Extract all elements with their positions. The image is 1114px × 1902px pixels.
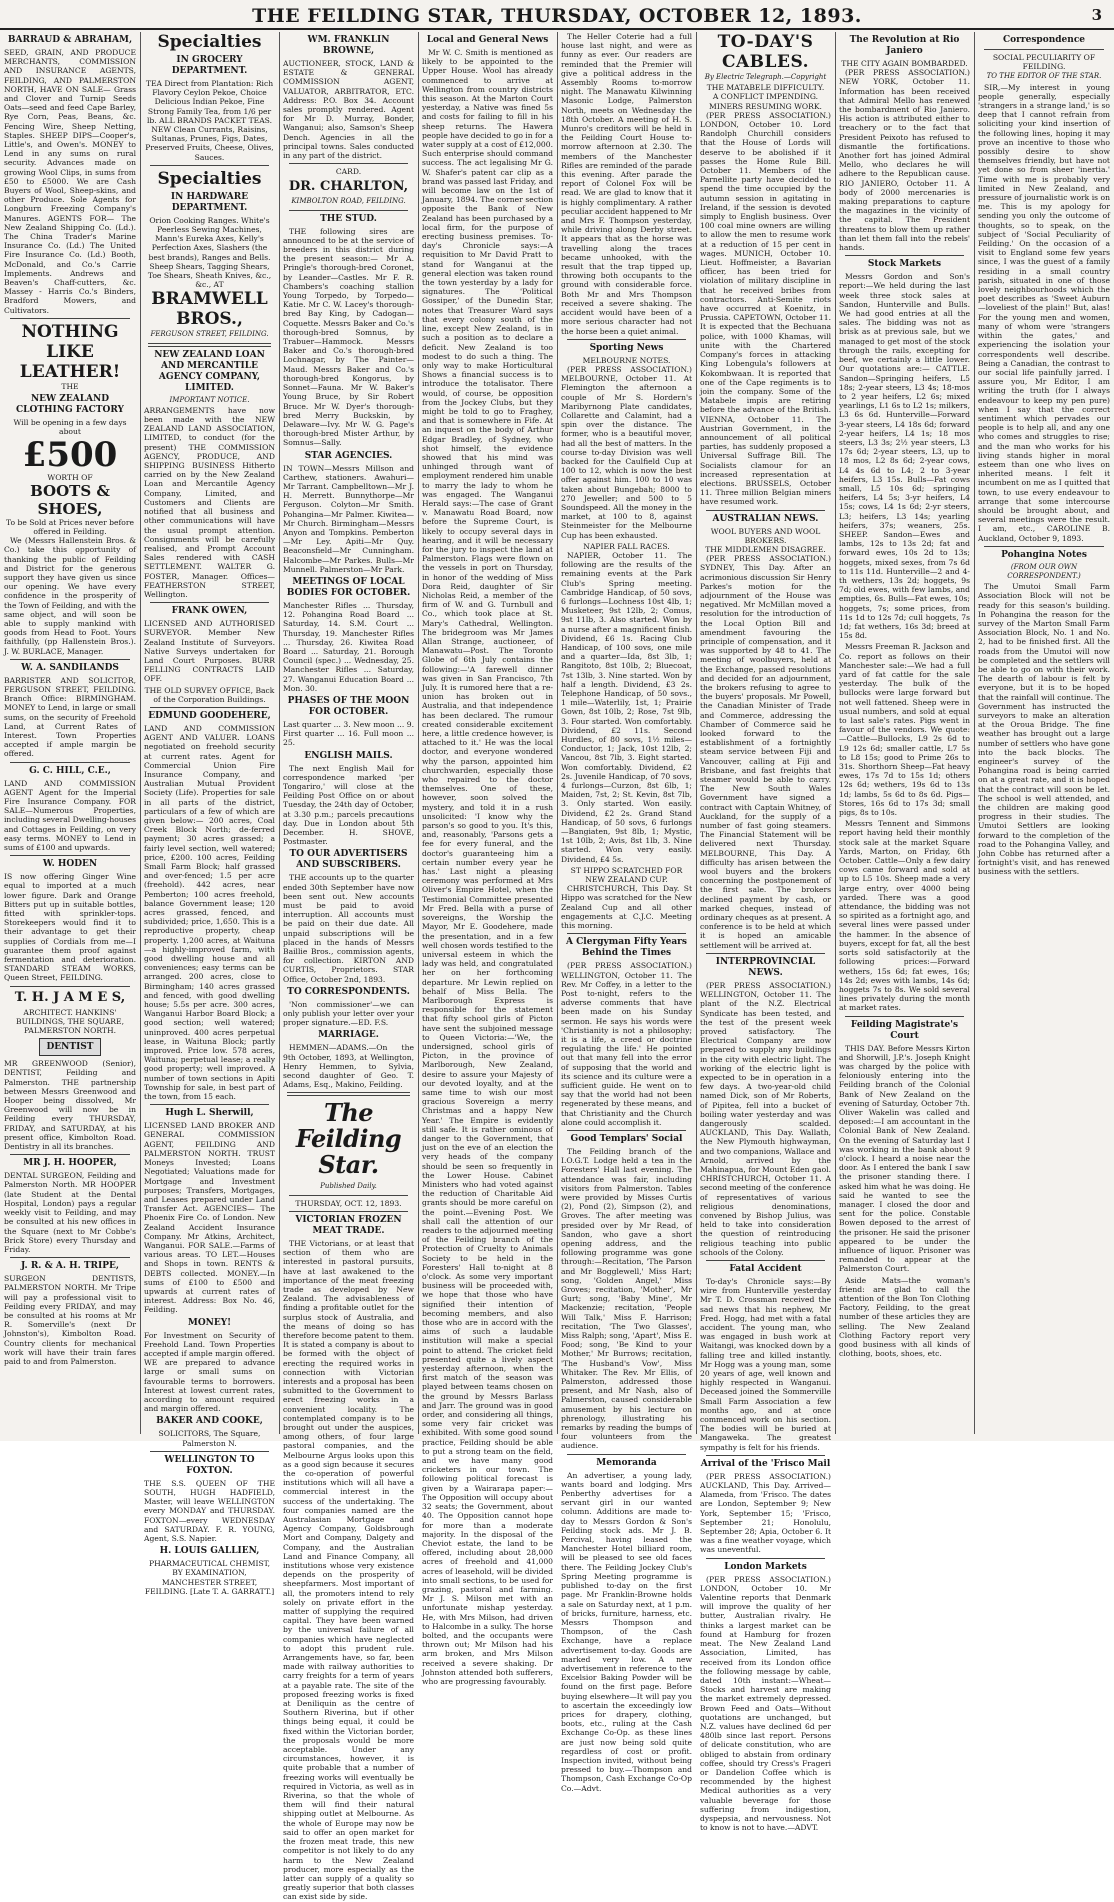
dentist-sign-icon bbox=[39, 1038, 101, 1056]
divider bbox=[706, 1260, 825, 1261]
ad-text: AUCTIONEER, STOCK, LAND & ESTATE & GENERAL COMMISSION AGENT, VALUATOR, ARBITRATOR, ETC. Address: P.O. Box 34. Account sales promptly rendered. Agent for Mr D. Murray, Bonder, Wanganui; also, Samson's Sheep Dench. Agencies in all the principal towns. Sales conducted in any part of the district. bbox=[283, 59, 414, 161]
ad-heading: BARRAUD & ABRAHAM, bbox=[7, 35, 133, 45]
ad-text: WORTH OF bbox=[47, 472, 93, 482]
ad-text: We (Messrs Hallenstein Bros. & Co.) take this opportunity of thanking the public of Feilding and District for the generous support they have given us since our opening. We have every confidence in the prosperity of the Town of Feilding, and with the same object, and will soon be able to supply mankind with goods from Head to Foot. Yours faithfully, (pp Hallenstein Bros.). J. W. BURLACE, Manager. bbox=[4, 536, 136, 656]
ad-text: LAND AND COMMISSION AGENT AND VALUER. LOANS negotiated on freehold security at current rates. Agent for Commercial Union Fire Insurance Company, and Australian Mutual Provident Society (Life). Properties for sale in all parts of the district, particulars of a few of which are given below:— 200 acres, Coal Creek Block North; de-ferred payment; 30 acres grassed; a fairly level section, well watered; price, £200. 100 acres, Feilding Small Farm Block; half grassed and over-fenced; 1.5 per acre (freehold). 442 acres, near Pemberton; 100 acres freehold, balance Government lease; 120 acres grassed, fenced, and subdivided; price, 1,650. This is a reproductive property, cheap property. 1,200 acres, at Waituna—a highly-improved farm, with good dwelling house and all conveniences; easy terms can be arranged. 200 acres, close to Birmingham; 140 acres grassed and fenced, with good dwelling house; 5.5s per acre. 300 acres, Wanganui Harbor Board Block; a good section; well watered; uninproved. 400 acres perpetual lease, in Waituna Block; partly improved. Price low. 578 acres, Waituna; perpetual lease; a really good property; well improved. A number of town sections in Apiti Township for sale, in best part of the town, from 15 each. bbox=[144, 723, 275, 1102]
section-heading: Pohangina Notes bbox=[1001, 549, 1087, 560]
ad-text: THE bbox=[61, 381, 79, 391]
ad-heading: NEW ZEALAND CLOTHING FACTORY bbox=[16, 394, 124, 416]
subheading: TO THE EDITOR OF THE STAR. bbox=[986, 72, 1102, 81]
ad-text: Will be opening in a few days about bbox=[13, 418, 127, 437]
subheading: NAPIER FALL RACES. bbox=[583, 541, 670, 551]
ad-text: SURGEON DENTISTS, PALMERSTON NORTH. Mr Tripe will pay a professional visit to Feilding every FRIDAY, and may be consulted at his rooms at Mr R. Somerville's (next Dr Johnston's), Kimbolton Road. Country clients for mechanical work will have their train fares paid to and from Palmerston. bbox=[4, 1274, 136, 1366]
leader-heading: VICTORIAN FROZEN MEAT TRADE. bbox=[295, 1214, 402, 1236]
ad-heading: T. H. J A M E S, bbox=[14, 989, 126, 1005]
column-2 bbox=[144, 32, 275, 1596]
section-heading: A Clergyman Fifty Years Behind the Times bbox=[566, 937, 687, 959]
section-heading: Memoranda bbox=[596, 1457, 657, 1468]
column-rule bbox=[140, 32, 141, 1434]
ad-heading: NEW ZEALAND LOAN AND MERCANTILE AGENCY COMPANY, LIMITED. bbox=[154, 349, 265, 393]
divider bbox=[10, 762, 130, 763]
article-text: Aside Mats—the woman's friend: are glad to call the attention of the Bon Ton Clothing Factory, Feilding, to the great number of these articles they are selling. The New Zealand Clothing Factory report very good business with all kinds of clothing, boots, shoes, etc. bbox=[839, 1275, 970, 1359]
subheading: By Electric Telegraph.—Copyright bbox=[704, 73, 827, 81]
divider bbox=[845, 1016, 964, 1017]
column-rule bbox=[557, 32, 558, 1434]
ad-text: THE OLD SURVEY OFFICE, Back of the Corporation Buildings. bbox=[144, 685, 275, 704]
divider bbox=[10, 986, 130, 987]
column-rule bbox=[279, 32, 280, 1434]
ad-heading: IN GROCERY DEPARTMENT. bbox=[171, 55, 248, 76]
column-4 bbox=[422, 32, 553, 1686]
ad-text: Orion Cooking Ranges. White's Peerless Sewing Machines, Mann's Eureka Axes, Kelly's Perfection Axes, Slashers (the best brands), Ranges and Bells. Sheep Shears, Tagging Shears, Toe Shears, Sheath Knives, &c., &c., AT bbox=[147, 215, 272, 290]
ad-heading: Hugh L. Sherwill, bbox=[165, 1108, 254, 1119]
ad-text: THE S.S. QUEEN OF THE SOUTH, HUGH HADFIELD, Master, will leave WELLINGTON every MONDAY and THURSDAY. FOXTON—every WEDNESDAY and SATURDAY. F. R. YOUNG, Agent, S.S. Napier. bbox=[144, 1478, 275, 1543]
section-heading: Feilding Magistrate's Court bbox=[850, 1019, 959, 1041]
ad-text: CARD. bbox=[335, 167, 362, 177]
section-heading: Correspondence bbox=[1002, 35, 1086, 45]
ad-heading: Specialties bbox=[157, 32, 262, 52]
ad-heading: BOOTS & SHOES, bbox=[30, 481, 110, 518]
divider bbox=[289, 210, 408, 211]
section-heading: Local and General News bbox=[426, 35, 549, 45]
divider bbox=[706, 953, 825, 954]
article-text: (PER PRESS ASSOCIATION.) WELLINGTON, October 11. The plant of the N.Z. Electrical Syndicate has been tested, and the test of the present week proved satisfactory. The Electrical Company are now prepared to supply any buildings in the city with electric light. The working of the electric light is expected to be in operation in a few days. A two-year-old child named Dick, son of Mr Roberts, of Pipitea, fell into a bucket of boiling water yesterday and was dangerously scalded. AUCKLAND, This Day. Wallath, the New Plymouth highwayman, and two companions, Wallace and Arnold, arrived by the Mahinapua, for Mount Eden gaol. CHRISTCHURCH, October 11. A second meeting of the conference of representatives of various religious denominations, convened by Bishop Julius, was held to take into consideration the question of reintroducing religious teaching into public schools of the Colony. bbox=[700, 980, 831, 1257]
article-text: Messrs Tennent and Simmons report having held their monthly stock sale at the market Square Yards, Marton, on Friday, 6th October. Cattle—Only a few dairy cows came forward and sold at up to L5 10s. Sheep made a very large entry, over 4000 being yarded. There was a good attendance, the bidding was not so spirited as a fortnight ago, and several lines were passed under the hammer. In the absence of buyers, except for fat, all the best sorts sold satisfactorily at the following prices:—Forward wethers, 15s 6d; fat ewes, 16s; 14s 2d; ewes with lambs, 14s 6d; hoggets 7s to 8s. We sold several lines privately during the month at market rates. bbox=[839, 819, 970, 1013]
article-text: The Heller Coterie had a full house last night, and were as funny as ever. Our readers are reminded that the Premier will give a political address in the Assembly Rooms to-morrow night. The Manawatu Kilwinning Masonic Lodge, Palmerston North, meets on Wednesday the 18th October. A meeting of H. S. Munro's creditors will be held in the Feilding Court House to-morrow afternoon at 2.30. The members of the Manchester Rifles are reminded of the parade this evening. After parade the report of Colonel Fox will be read. We are glad to know that it is highly complimentary. A rather peculiar accident happened to Mr and Mrs F. Thompson yesterday, while driving along Derby street. It appears that as the horse was travelling along the traces became unhooked, with the result that the trap tipped up, throwing both occupants to the ground with considerable force. Both Mr and Mrs Thompson received a severe shaking. The accident would have been of a more serious character had not the horse been a quiet animal. bbox=[561, 32, 692, 336]
divider bbox=[567, 339, 686, 340]
article-text: (PER PRESS ASSOCIATION.) MELBOURNE, October 11. At Flemington the afternoon a couple of Mr S. Hordern's Maribyrnong Plate candidates, Collarette and Calamint, had a spin over the distance. The former, who is a beautiful mover, had all the best of matters. In the course to-day Division was well backed for the Caulfield Cup at 100 to 12, which is now the best offer against him. 100 to 10 was taken about Bungebah; 8000 to 270 Jeweller; and 500 to 5 Soundspeed. All the money in the market, at 100 to 8, against Steinmeister for the Melbourne Cup has been exhausted. bbox=[561, 364, 692, 540]
section-heading: Fatal Accident bbox=[729, 1263, 802, 1274]
ad-text: MR GREENWOOD (Senior), DENTIST, Feilding and Palmerston. THE partnership between Messrs Greenwood and Hooper being dissolved, Mr Greenwood will now be in Feilding every THURSDAY, FRIDAY, and SATURDAY, at his present office, Kimbolton Road. Dentistry in all its branches. bbox=[4, 1059, 136, 1152]
column-rule bbox=[835, 32, 836, 1434]
divider bbox=[10, 1154, 130, 1155]
subheading: ST HIPPO SCRATCHED FOR NEW ZEALAND CUP. bbox=[570, 865, 683, 885]
divider bbox=[10, 1257, 130, 1258]
notice-text: HEMMEN—ADAMS.—On the 9th October, 1893, at Wellington, Henry Hemmen, to Sylvia, second daughter of Geo. T. Adams, Esq., Makino, Feilding. bbox=[283, 1043, 414, 1090]
ad-text: ARCHITECT. HANKINS' BUILDINGS, THE SQUARE, PALMERSTON NORTH. bbox=[16, 1007, 124, 1036]
subheading: THE MIDDLEMEN DISAGREE. bbox=[705, 544, 826, 554]
divider bbox=[706, 1455, 825, 1456]
ad-heading: MONEY! bbox=[187, 1317, 232, 1328]
published-line: Published Daily. bbox=[320, 1182, 377, 1191]
divider bbox=[706, 1558, 825, 1559]
ad-heading: IN HARDWARE DEPARTMENT. bbox=[170, 191, 249, 213]
divider bbox=[150, 1104, 269, 1105]
ad-heading: BAKER AND COOKE, bbox=[156, 1416, 263, 1427]
subheading: (FROM OUR OWN CORRESPONDENT.) bbox=[1007, 562, 1081, 580]
section-heading: Arrival of the 'Frisco Mail bbox=[700, 1458, 831, 1469]
divider bbox=[567, 1130, 686, 1131]
ad-price: £500 bbox=[22, 434, 118, 475]
ad-text: ARRANGEMENTS have now been made with the NEW ZEALAND LAND ASSOCIATION, LIMITED, to conduct (for the present) THE COMMISSION AGENCY, PRODUCE, AND SHIPPING BUSINESS Hitherto carried on by the New Zealand Loan and Mercantile Agency Company, Limited, and Customers and Clients are notified that all business and other communications will have the usual prompt attention. Consignments will be carefully realised, and Prompt Account Sales rendered with CASH SETTLEMENT. WALTER G. FOSTER, Manager. Offices— FEATHERSTON STREET, Wellington. bbox=[144, 405, 275, 599]
dentist-sign-label: DENTIST bbox=[46, 1042, 94, 1053]
column-5 bbox=[561, 32, 692, 1793]
section-heading: MEETINGS OF LOCAL BODIES FOR OCTOBER. bbox=[286, 576, 411, 598]
dateline: THURSDAY, OCT. 12, 1893. bbox=[295, 1198, 402, 1208]
article-text: Mr W. C. Smith is mentioned as likely to be appointed to the Upper House. Wool has already commenced to arrive at Wellington from country districts this season. At the Marton Court yesterday, a Native was fined 5s and costs for failing to fill in his sheep returns. The Hawera people have decided to go in for a water supply at a cost of £12,000. Such enterprise should command success. The act legalising Mr G. W. Shafer's patent car clip as a brand was passed last Friday, and will become law on the 1st of January, 1894. The corner section opposite the Bank of New Zealand has been purchased by a local firm, for the purpose of erecting business premises. To-day's Chronicle says:—A requisition to Mr David Pratt to stand for Wanganui at the general election was taken round the town yesterday by a lady for signatures. The 'Political Gossiper,' of the Dunedin Star, notes that Treasurer Ward says that every colony south of the line, except New Zealand, is in such a position as to declare a deficit. New Zealand is too modest to do such a thing. The only way to make Horticultural Shows a financial success is to introduce the totalisator. There would, of course, be opposition from the Jockey Clubs, but they might be told to go to Fraghey, and that is somewhere in Fife. At an inquest on the body of Arthur Edgar Bradley, of Sydney, who shot himself, the evidence showed that his mind was unhinged through want of employment rendered him unable to marry the lady to whom he was engaged. The Wanganui Herald says:—The case of Grant v. Manawatu Road Board, now before the Supreme Court, is likely to occupy several days in hearing, and it will be necessary for the jury to inspect the land at Palmerston. Flags were flown on the vessels in port on Thursday, in honor of the wedding of Miss Dora Reid, daughter of Sir Nicholas Reid, a member of the firm of W. and G. Turnbull and Co., which took place at St. Mary's Cathedral, Wellington. The bridegroom was Mr James Allan Strange, auctioneer, of Manawatu—Post. The Toronto Globe of 6th July contains the following:—'A farewell dinner was given in San Francisco, 7th July. It is rumored here that a re-union has broken out in Australia, and that independence has been declared. The rumour created considerable excitement here, a little credence however, is attached to it.' He was the local doctor, and everyone wondered why the parson, appointed him churchwarden, especially those who repaired to the doctor themselves. One of these, however, soon solved the mystery, and told it in a rush unsolicited: 'I know why the parson's so good to you. It's this, and, reasonably, 'Parsons gets a fee for every funeral, and the doctor's guaranteeing him a certain number every year he has.' Last night a pleasing ceremony was performed at Mrs Oliver's Empire Hotel, when the Testimonial Committee presented Mr Fred. Bella with a purse of sovereigns, the Worship the Mayor, Mr E. Goodehere, made the presentation, and in a few well chosen words testified to the universal esteem in which the lady was held, and congratulated her on her forthcoming departure. Mr Lewin replied on behalf of Miss Bella. The Marlborough Express is responsible for the statement that fifty school girls of Picton have sent the subjoined message to Queen Victoria:—'We, the undersigned, school girls of Picton, in the province of Marlborough, New Zealand, desire to assure your Majesty of our devoted loyalty, and at the same time to wish our most gracious Sovereign a merry Christmas and a happy New Year.' The Empire is evidently still safe. It is rather ominous of danger to the Government, that just on the eve of an election the very heads of the company should be seen so frequently in the Lower House. Cabinet Ministers who had voted against the reduction of Charitable Aid grants should be more careful on the point.—Evening Post. We shall call the attention of our readers to the adjourned meeting of the Feilding branch of the Protection of Cruelty to Animals Society to be held in the Foresters' Hall to-night at 8 o'clock. As some very important business will be proceeded with, we hope that those who have signified their intention of becoming members, and also those who are in accord with the aims of such a laudable institution will make a special point to attend. The cricket field presented quite a lively aspect yesterday afternoon, when the first match of the season was played between teams chosen on the ground by Messrs Barlass and Jarr. The ground was in good order, and considering all things, some very fair cricket was exhibited. With some good sound practice, Feilding should be able to put a strong team on the field, and we have many good cricketers in our town. The following political forecast is given by a Wairarapa paper:—The Opposition will occupy about 32 seats; the Government, about 40. The Opposition cannot hope for more than a moderate majority. In the disposal of the Cheviot estate, the land to be offered, including about 28,000 acres of freehold and 41,000 acres of leasehold, will be divided into small sections, to be used for grazing, pastoral and farming. Mr J. S. Milson met with an unfortunate mishap yesterday. He, with Mrs Milson, had driven to Halcombe in a sulky. The horse bolted, and the occupants were thrown out; Mr Milson had his arm broken, and Mrs Milson received a severe shaking. Dr Johnston attended both sufferers, who are progressing favourably. bbox=[422, 48, 553, 1686]
notice-text: THE accounts up to the quarter ended 30th September have now been sent out. New accounts must be paid to avoid interruption. All accounts must be paid on their due date. All unpaid subscriptions will be placed in the hands of Messrs Baillie Bros., commission agents, for collection. KIRTON AND CURTIS, Proprietors. STAR Office, October 2nd, 1893. bbox=[283, 873, 414, 984]
ad-heading: Specialties bbox=[157, 168, 262, 189]
article-text: (PER PRESS ASSOCIATION.) NEW YORK, October 11. Information has been received that Admiral Mello has renewed the bombardment of Rio Janiero. His action is attributed either to treachery or to the fact that President Peixoto has refused to dismantle the fortifications. Another fort has joined Admiral Mello, who declares he will adhere to the Republican cause. RIO JANIERO, October 11. A body of 2000 mercenaries is making preparations to capture the magazines in the vicinity of the capital. The President threatens to blow them up rather than let them fall into the rebels' hands. bbox=[839, 68, 970, 253]
column-8 bbox=[978, 32, 1110, 1434]
subheading: MINERS RESUMING WORK. bbox=[709, 101, 822, 111]
section-heading: Stock Markets bbox=[867, 259, 942, 270]
divider bbox=[10, 318, 130, 319]
article-text: CHRISTCHURCH, This Day. St Hippo was scratched for the New Zealand Cup and all other engagements at C.J.C. Meeting this morning. bbox=[561, 884, 692, 931]
article-text: The Umutoi Small Farm Association Block will not be ready for this season's building. In Pohangina the reason for the survey of the Marton Small Farm Association Block, No. 1 and No. 2, had to be finished first. All the roads from the Umutoi will now be completed and the settlers will be able to go on with their work. The dearth of labour is felt by everyone, but it is to be hoped that the rainfall will continue. The Government has instructed the surveyors to make an alteration at the Oroua Bridge. The fine weather has brought out a large number of settlers who have gone into the back blocks. The engineer's survey of the Pohangina road is being carried on at a great rate, and it is hoped that the contract will soon be let. The school is well attended, and the children are making good progress in their studies. The Umutoi Settlers are looking forward to the completion of the road to the Pohangina Valley, and John Cobbe has returned after a fortnight's visit, and has renewed business with the settlers. bbox=[978, 582, 1110, 877]
section-heading: STAR AGENCIES. bbox=[304, 450, 393, 461]
subheading: MELBOURNE NOTES. bbox=[582, 355, 671, 365]
letter-text: SIR,—My interest in young people generally, especially 'strangers in a strange land,' is so deep that I cannot refrain from soliciting your kind insertion of the following lines, hoping it may prove an incentive to those who possibly desire to show themselves friendly, but have not yet done so from sheer 'inertia.' Time with me is probably very limited in New Zealand, and pressure of journalistic work is on me. This is my apology for sending you only the outcome of thoughts, so to speak, on the subject of 'Social Peculiarity of Feilding.' On the occasion of a visit to England some few years since, I was the guest of a family residing in a small country parish, situated in one of those lovely neighbourhoods which the poet describes as 'Sweet Auburn—loveliest of the plain!' But, alas! For the young men and women, many of whom were 'strangers within the gates,' and experiencing the isolation your correspondents well describe. Being a Canadian, the contrast to our social life painfully jarred. I assure you, Mr Editor, I am writing the truth (for I always endeavour to keep my pen pure) when I say that the correct sentiment which pervades our people is to help all, and any one who comes and struggles to rise; and the man who works for his living stands higher in moral esteem than one who lives on inherited means. I felt it incumbent on me as I quitted that town, to use every endeavour to arrange that some intercourse should be brought about, and several meetings were the result. I am, etc., CAROLINE B. Auckland, October 9, 1893. bbox=[978, 82, 1110, 543]
ad-heading: G. C. HILL, C.E., bbox=[29, 765, 111, 776]
ad-heading: LIKE bbox=[46, 341, 94, 362]
ad-text: To be Sold at Prices never before offered in Feilding. bbox=[6, 517, 134, 536]
ad-text: DENTAL SURGEON, Feilding and Palmerston North. MR HOOPER (late Student at the Dental Hospital, London) pays a regular weekly visit to Feilding, and may be consulted at his new offices in the Square (next to Mr Cobbe's Brick Store) every Thursday and Friday. bbox=[4, 1171, 136, 1254]
subheading: SOCIAL PECULIARITY OF FEILDING. bbox=[992, 53, 1096, 72]
article-text: NAPIER, October 11. The following are the results of the remaining events at the Park Club's Spring meeting. Cambridge Handicap, of 50 sovs, 6 furlongs—Lochness 10st 4lb, 1; Musketeer, 9st 12lb, 2; Comus, 9st 11lb, 3. Also started. Won by a nurse after a magnificent finish. Dividend, £6 1s. Racing Club Handicap, of 100 sovs, one mile and a quarter—Ida, 8st 3lb, 1; Rangitoto, 8st 10lb, 2; Bluecoat, 7st 13lb, 3. Nine started. Won by half a length. Dividend, £3 2s. Telephone Handicap, of 50 sovs., 1 mile—Waterlily, 1st, 1; Prairie Gown, 8st 10lb, 2; Rose, 7st 9lb, 3. Four started. Won comfortably. Dividend, £2 11s. Second Hurdles, of 80 sovs, 1½ miles—Conductor, 1; Jack, 10st 12lb, 2; Vancou, 8st 7lb, 3. Eight started. Won comfortably. Dividend, £2 2s. Juvenile Handicap, of 70 sovs, 4 furlongs—Curzon, 8st 6lb, 1; Maiden, 7st, 2; St. Kevin, 8st 7lb, 3. Only started. Won easily. Dividend, £2 2s. Grand Stand Handicap, of 50 sovs, 6 furlongs—Bangiaten, 9st 8lb, 1; Mystic, 1st 10lb, 2; Avis, 8st 1lb, 3. Nine started. Won very easily. Dividend, £4 5s. bbox=[561, 550, 692, 864]
article-text: Messrs Gordon and Son's report:—We held during the last week three stock sales at Sandon, Hunterville and Bulls. We had good entries at all the sales. The bidding was not as brisk as at previous sale, but we managed to get most of the stock through the rails, excepting for beef, we certainly a little lower. Our quotations are:— CATTLE. Sandon—Springing heifers, L5 18s; 2-year steers, L3 4s; 18-mos to 2 year heifers, L2 6s; mixed yearlings, L1 6s to L2 1s; milkers, L3 6s 6d. Hunterville—Forward 3-year steers, L4 18s 6d; forward 2-year heifers, L4 1s; 18 mos steers, L3 3s; 2½ year steers, L3 17s 6d; 2-year steers, L3, up to 18 mos, L2 8s 6d; 2-year cows, L4 4s 6d to L4; 2 to 3-year heifers, L3 15s. Bulls—Fat cows small, L5 10s 6d; springing heifers, L4 5s; 3-yr heifers, L4 15s; cows, L4 1s 6d; 2-yr steers, L3; heifers, L3 14s; yearling heifers, 37s; weaners, 25s. SHEEP. Sandon—Ewes and lambs, 12s to 13s 2d; fat and forward ewes, 10s 2d to 13s; hoggets, mixed sexes, from 7s 6d to 11s 11d. Hunterville—2 and 4-th wethers, 13s 2d; hoggets, 9s 7d; old ewes, with few lambs, and empties, 6s. Bulls—Fat ewes, 10s; hoggets, 7s; some prices, from 11s 1d to 12s 7d; cull hoggets, 7s 1d; fat wethers, 16s 3d; breed at 15s 8d. bbox=[839, 272, 970, 641]
divider bbox=[150, 602, 269, 603]
ad-text: TEA Direct from Plantation: Rich Flavory Ceylon Pekoe, Choice Delicious Indian Pekoe, Fine Strong Family Tea, from 1/6 per lb. ALL BRANDS PACKET TEAS. NEW Clean Currants, Raisins, Sultanas, Prunes, Figs, Dates, Preserved Fruits, Cheese, Olives, Sauces. bbox=[145, 79, 274, 162]
section-heading: TO CORRESPONDENTS. bbox=[287, 986, 410, 997]
newspaper-logo: The Feilding Star. bbox=[295, 1098, 402, 1180]
divider bbox=[567, 1454, 686, 1455]
ad-text: KIMBOLTON ROAD, FEILDING. bbox=[291, 197, 406, 206]
ad-heading: FRANK OWEN, bbox=[171, 606, 248, 617]
divider bbox=[984, 546, 1104, 547]
divider bbox=[845, 255, 964, 256]
divider bbox=[289, 1195, 408, 1196]
divider bbox=[150, 1451, 269, 1452]
section-heading: The Revolution at Rio Janiero bbox=[849, 35, 960, 56]
article-text: (PER PRESS ASSOCIATION.) LONDON, October 10. Lord Randolph Churchill considers that the House of Lords will deserve to be abolished if it passes the Home Rule Bill. October 11. Members of the Parnellite party have decided to spend the time occupied by the autumn session in agitating in Ireland, if the session is devoted simply to English business. Over 100 coal mine owners are willing to allow the men to resume work at a reduction of 15 per cent in wages. MUNICH, October 10. Lieut. Hoffmeister, a Bavarian officer, has been tried for violation of military discipline in that he received bribes from contractors. Anti-Semite riots have occurred at Koenitz, in Prussia. CAPETOWN, October 11. It is expected that the Bechuana police, with 1000 Khamas, will unite with the Chartered Company's forces in attacking King Lobengula's followers at Kokombwaan. It is reported that one of the Cape regiments is to join the company. Some of the Matabele impis are retiring before the advance of the British. VIENNA, October 11. The Austrian Government, in the announcement of all political parties, has suddenly proposed a Universal Suffrage Bill. The Socialists clamour for an increased representation at elections. BRUSSELS, October 11. Three million Belgian miners have resumed work. bbox=[700, 110, 831, 507]
ad-heading: LEATHER! bbox=[19, 361, 121, 382]
ad-heading: WM. FRANKLIN BROWNE, bbox=[307, 35, 390, 56]
notice-text: Last quarter ... 3. New moon ... 9. First quarter ... 16. Full moon ... 25. bbox=[283, 719, 414, 748]
ad-text: LAND AND COMMISSION AGENT Agent for the Imperial Fire Insurance Company. FOR SALE—Numerous Properties, including several Dwelling-houses and Cottages in Feilding, on very easy terms. MONEY to Lend in sums of £100 and upwards. bbox=[4, 778, 136, 852]
section-heading: TO-DAY'S CABLES. bbox=[717, 32, 814, 72]
divider bbox=[150, 165, 269, 166]
notice-text: THE following sires are announced to be at the service of breeders in this district during the present season:— Mr A. Pringle's thorough-bred Coronet, by Leander—Castles. Mr F. R. Chambers's coaching stallion Young Torpedo, by Torpedo—Katie. Mr C. W. Lacey's thorough-bred Bay King, by Cadogan—Coquette. Messrs Baker and Co.'s thorough-bred Somnus, by Trabuer—Hammock. Messrs Baker and Co.'s thorough-bred Lochnagar, by The Painter—Maud. Messrs Baker and Co.'s thorough-bred Kongorus, by Sonnet—Fauna. Mr W. Baker's Young Bruce, by Sir Robert Bruce. Mr W. Dyer's thorough-bred Merry Buckskin, by Delaware—Ivy. Mr W. G. Page's thorough-bred Mister Arthur, by Somnus—Sally. bbox=[283, 226, 414, 448]
column-1 bbox=[4, 32, 136, 1434]
ad-heading: J. R. & A. H. TRIPE, bbox=[21, 1261, 119, 1272]
divider bbox=[287, 1092, 410, 1096]
section-heading: AUSTRALIAN NEWS. bbox=[712, 513, 819, 524]
section-heading: TO OUR ADVERTISERS AND SUBSCRIBERS. bbox=[289, 849, 408, 871]
subheading: A CONFLICT IMPENDING. bbox=[712, 92, 819, 102]
section-heading: Sporting News bbox=[589, 342, 664, 353]
newspaper-title: THE FEILDING STAR, THURSDAY, OCTOBER 12, 1893. bbox=[252, 5, 862, 27]
section-heading: London Markets bbox=[724, 1561, 807, 1572]
ad-text: IMPORTANT NOTICE. bbox=[169, 395, 250, 404]
ad-heading: DR. CHARLTON, bbox=[288, 179, 409, 195]
ad-heading: H. LOUIS GALLIEN, bbox=[159, 1546, 260, 1557]
article-text: THIS DAY. Before Messrs Kirton and Shorwill, J.P.'s. Joseph Knight was charged by the police with feloniously entering into the Feilding branch of the Colonial Bank of New Zealand on the evening of Saturday, October 7th. Oliver Wakelin was called and deposed:—I am accountant in the Colonial Bank of New Zealand. On the evening of Saturday last I was working in the bank about 9 o'clock. I heard a noise near the door. As I entered the bank I saw the prisoner standing there. I asked him what he was doing. He said he wanted to see the manager. I closed the door and sent for the police. Constable Bowen deposed to the arrest of the prisoner. He said the prisoner appeared to be under the influence of liquor. Prisoner was remanded to appear at the Palmerston Court. bbox=[839, 1043, 970, 1274]
subheading: THE MATABELE DIFFICULTY. bbox=[706, 83, 825, 93]
masthead bbox=[0, 0, 1114, 30]
ad-text: LICENSED LAND BROKER AND GENERAL COMMISSION AGENT, FEILDING AND PALMERSTON NORTH. TRUST Moneys Invested; Loans Negotiated; Valuations made for Mortgage and Investment purposes; Transfers, Mortgages, and Leases prepared under Land Transfer Act. AGENCIES— The Phoenix Fire Co. of London. New Zealand Accident Insurance Company. Mr Atkins, Architect, Wanganui. FOR SALE.—Farms of various areas. TO LET.—Houses and Shops in town. RENTS & DEBTS collected. MONEY.—In sums of £100 to £500 and upwards at current rates of interest. Address: Box No. 46, Feilding. bbox=[144, 1121, 275, 1315]
article-text: (PER PRESS ASSOCIATION.) AUCKLAND, This Day. Arrived—Alameda, from 'Frisco. The dates are London, September 9; New York, September 15; 'Frisco, September 21; Honolulu, September 28; Apia, October 6. It was a fine weather voyage, which was uneventful. bbox=[700, 1471, 831, 1555]
section-heading: ENGLISH MAILS. bbox=[304, 750, 393, 761]
ad-heading: BRAMWELL BROS., bbox=[151, 289, 268, 330]
ad-text: SEED, GRAIN, AND PRODUCE MERCHANTS, COMMISSION AND INSURANCE AGENTS, FEILDING, AND PALMERSTON NORTH, HAVE ON SALE— Grass and Clover and Turnip Seeds Oats—seed and feed Cape Barley, Rye Corn, Peas, Beans, &c. Fencing Wire, Sheep Netting, Staples. SHEEP DIPS—Cooper's, Little's, and Owen's. MONEY to Lend in any sums on rural security. Advances made on growing Wool Clips, in sums from £50 to £5000. We are Cash Buyers of Wool, Sheep-skins, and other Produce. Sole Agents for Longburn Freezing Company's Manures. AGENTS FOR— The New Zealand Shipping Co. (Ld.). The China Trader's Marine Insurance Co. (Ld.) The United Fire Insurance Co. (Ld.) Booth, McDonald, and Co.'s Carrie Implements. Andrews and Beaven's Chaff-cutters, &c. Massey - Harris Co.'s Binders, Bradford Mowers, and Cultivators. bbox=[4, 48, 136, 315]
article-text: Messrs Freeman R. Jackson and Co. report as follows on their Manchester sale:—We had a full yard of fat cattle for the sale yesterday. The bulk of the bullocks were large forward but not well fattened. Sheep were in usual numbers, and sold at equal to last sale's rates. Pigs went in favour of the vendors. We quote:—Cattle—Bullocks, L9 2s 6d to L9 12s 6d; smaller cattle, L7 5s to L8 15s; good to Prime 26s to 31s. Shorthorn Sheep—Fat heavy ewes, 17s 7d to 15s 1d; others 12s 6d; wethers, 19s 6d to 13s 1d; lambs, 5s 6d to 8s 6d. Pigs—Stores, 16s 6d to 17s 3d; small pigs, 8s to 10s. bbox=[839, 642, 970, 818]
section-heading: INTERPROVINCIAL NEWS. bbox=[715, 956, 816, 978]
divider bbox=[567, 933, 686, 934]
divider bbox=[706, 510, 825, 511]
column-7 bbox=[839, 32, 970, 1434]
section-heading: THE STUD. bbox=[320, 213, 377, 224]
section-heading: Good Templars' Social bbox=[570, 1133, 683, 1144]
divider bbox=[289, 1211, 408, 1212]
article-text: (PER PRESS ASSOCIATION.) LONDON, October 10. Mr Valentine reports that Denmark will improve the quality of her butter, Australian rivalry. He thinks a largest market can be found at Hamburg for frozen meat. The New Zealand Land Association, Limited, has received from its London office the following message by cable, dated 10th instant:—Wheat—Stocks and harvest are making the market extremely depressed. Brown Feed and Oats—Without quotations are unchanged, but N.Z. values have declined 6d per 480lb since last report. Persons of delicate constitution, who are obliged to abstain from ordinary coffee, should try Cress's Frageri or Dandelion Coffee which is recommended by the highest Medical authorities as a very valuable beverage for those suffering from indigestion, dyspepsia, and nervousness. Not to know is not to have.—ADVT. bbox=[700, 1574, 831, 1833]
ad-text: FERGUSON STREET, FEILDING. bbox=[150, 330, 269, 339]
ad-heading: W. A. SANDILANDS bbox=[21, 662, 119, 673]
notice-text: The next English Mail for correspondence marked 'per Tongariro,' will close at the Feilding Post Office on or about Tuesday, the 24th day of October, at 3.30 p.m.; parcels precautions day. Due in London about 5th December. H. SHOVE, Postmaster. bbox=[283, 763, 414, 847]
article-text: (PER PRESS ASSOCIATION.) WELLINGTON, October 11. The Rev. Mr Coffey, in a letter to the Post to-night, refers to the adverse comments that have been made on his Sunday sermon. He says his words were 'Christianity is not a philosophy; it is a life, a creed or doctrine regulating the life.' He pointed out that many fell into the error of supposing that the world and its science and its culture were a sufficient guide. He went on to say that the world had not been regenerated by these means, and that Christianity and the Church alone could accomplish it. bbox=[561, 961, 692, 1127]
column-3 bbox=[283, 32, 414, 1902]
divider bbox=[984, 49, 1104, 50]
section-heading: MARRIAGE. bbox=[318, 1030, 379, 1041]
ad-heading: NOTHING bbox=[21, 321, 119, 342]
page-number: 3 bbox=[1091, 6, 1102, 24]
ad-text: PHARMACEUTICAL CHEMIST, BY EXAMINATION, MANCHESTER STREET, FEILDING. [Late T. A. GARRATT.] bbox=[144, 1559, 275, 1596]
ad-heading: WELLINGTON TO FOXTON. bbox=[164, 1454, 255, 1476]
leader-text: THE Victorians, or at least that section of them who are interested in pastoral pursuits, have at last awakened to the importance of the meat freezing trade as developed by New Zealand. The advisableness of finding a profitable outlet for the surplus stock of Australia, and the means of doing so has therefore become patent to them. It is stated a company is about to be formed with the object of erecting the required works in connection with Victorian interests and a proposal has been submitted to the Government to erect freezing works in a convenient locality. The contemplated company is to be brought out under the auspices, among others, of four large pastoral companies, and the Melbourne Argus looks upon this as a good sign because it secures the co-operation of powerful institutions which will all have a commercial interest in the success of the undertaking. The four companies named are the Australasian Mortgage and Agency Company, Goldsbrough Mort and Company, Dalgety and Company, and the Australian Land and Finance Company, all institutions whose very existence depends on the prosperity of sheepfarmers. Most important of all, the promoters intend to rely solely on private effort in the matter of supplying the required capital. They have been warned by the universal failure of all companies which have neglected to adopt this prudent rule. Arrangements have, so far, been made with railway authorities to carry freights for a term of years at a payable rate. The site of the proposed freezing works is fixed at Deniliquin as the centre of Southern Riverina, but if other things being equal, it could be fixed within the Victorian border, the proposals would be more acceptable. Under any circumstances, however, it is quite probable that a number of freezing works will eventually be required in Victoria, as well as in Riverina, so that the whole of them will find their natural shipping outlet at Melbourne. As the whole of Europe may now be said to offer an open market for the frozen meat trade, this new competitor is not likely to do any harm to the New Zealand producer, more especially as the latter can supply of a quality so greatly superior that both classes can exist side by side. bbox=[283, 1238, 414, 1902]
divider bbox=[10, 659, 130, 660]
column-rule bbox=[696, 32, 697, 1434]
divider bbox=[10, 855, 130, 856]
article-text: The Feilding branch of the I.O.G.T. Lodge held a tea in the Foresters' Hall last evening. The attendance was fair, including visitors from Palmerston. Tables were provided by Misses Curtis (2), Pond (2), Simpson (2), and Groves. The after meeting was presided over by Mr Read, of Sandon, who gave a short opening address, and the following programme was gone through:—Recitation, 'The Parson and Mr Bogglewell,' Miss Hart; song, 'Golden Angel,' Miss Groves; recitation, 'Mother', Mr Gurt; song, 'Baby Mine', Mr Mackenzie; recitation, 'People Will Talk,' Miss F. Harrison; recitation, 'The Two Glasses', Miss Ralph; song, 'Apart', Miss E. Food; song, 'Be Kind to your Mother,' Mr Burrows; recitation, 'The Husband's Vow', Miss Whitaker. The Rev. Mr Ellis, of Palmerston, addressed those present, and Mr Nash, also of Palmerston, caused considerable amusement by his lecture on phrenology, illustrating his remarks by reading the bumps of four volunteers from the audience. bbox=[561, 1146, 692, 1451]
divider bbox=[289, 163, 408, 164]
ad-heading: MR J. H. HOOPER, bbox=[23, 1158, 117, 1169]
column-rule bbox=[418, 32, 419, 1434]
section-heading: PHASES OF THE MOON FOR OCTOBER. bbox=[287, 695, 410, 717]
ad-heading: W. HODEN bbox=[42, 859, 98, 870]
divider bbox=[150, 707, 269, 708]
ad-text: For Investment on Security of Freehold Land. Town Properties accepted if ample margin offered. WE are prepared to advance large or small sums on favourable terms to borrowers. Interest at lowest current rates, according to amount required and margin offered. bbox=[144, 1330, 275, 1414]
notice-text: IN TOWN—Messrs Millson and Carthew, stationers. Awahuri—Mr Tarrant. Campbelltown—Mr J. H. Merrett. Bunnythorpe—Mr Ferguson. Colyton—Mr Smith. Pohangina—Mr Palmer. Kiwitea—Mr Church. Birmingham—Messrs Anyon and Tompkins. Pemberton—Mr Ley. Apiti—Mr Quy. Beaconsfield—Mr Cunningham. Halcombe—Mr Parkes. Bulls—Mr Munnell. Palmerston—Mr Park. bbox=[283, 463, 414, 574]
column-rule bbox=[974, 32, 975, 1434]
ad-text: IS now offering Ginger Wine equal to imported at a much lower figure. Dark and Orange Bitters put up in suitable bottles, fitted with sprinkler-tops. Storekeepers would find it to their advantage to get their supplies of Cordials from me—I guarantee them proof against fermentation and deterioration. STANDARD STEAM WORKS, Queen Street, FEILDING. bbox=[4, 872, 136, 983]
subheading: THE CITY AGAIN BOMBARDED. bbox=[841, 59, 968, 68]
ad-text: SOLICITORS, The Square, Palmerston N. bbox=[158, 1429, 261, 1448]
notice-text: 'Non commissioner'—we can only publish your letter over your proper signature.—ED. F.S. bbox=[283, 999, 414, 1028]
ad-text: LICENSED AND AUTHORISED SURVEYOR. Member New Zealand Institute of Surveyors. Native Surveys undertaken for Land Court Purposes. BURR FELLING CONTRACTS LAID OFF. bbox=[144, 619, 275, 684]
article-text: To-day's Chronicle says:—By wire from Hunterville yesterday Mr T. D. Crossman received the sad news that his nephew, Mr Fred. Hogg, had met with a fatal accident. The young man, who was engaged in bush work at Waitangi, was knocked down by a falling tree and killed instantly. Mr Hogg was a young man, some 20 years of age, well known and highly respected in Wanganui. Deceased joined the Sommerville Small Farm Association a few months ago, and at once commenced work on his section. The bodies will be buried at Mangaweka. The greatest sympathy is felt for his friends. bbox=[700, 1276, 831, 1452]
ad-text: BARRISTER AND SOLICITOR, FERGUSON STREET, FEILDING. Branch Office: BIRMINGHAM. MONEY to Lend, in large or small sums, on the security of Freehold Land, at Current Rates of Interest. Town Properties accepted if ample margin be offered. bbox=[4, 675, 136, 759]
ad-heading: EDMUND GOODEHERE, bbox=[148, 710, 271, 721]
article-text: (PER PRESS ASSOCIATION.) SYDNEY, This Day. After an acrimonious discussion Sir Henry Parkes's motion for the adjournment of the House was negatived. Mr McMillan moved a resolution for the introduction of the Local Option Bill and amendment favouring the principle of compensation, and it was supported by 48 to 41. The meeting of woolbuyers, held at the Exchange, passed resolutions and decided for an adjournment, the brokers refusing to agree to the buyers' proposals. Mr Powell, the Canadian Minister of Trade and Commerce, addressing the Chamber of Commerce said he looked forward to the establishment of a fortnightly steam service between Fiji and Vancouver, calling at Fiji and Brisbane, and fast freights that steamer would be able to carry. The New South Wales Government have signed a contract with Captain Whitney, of Auckland, for the supply of a number of fast going steamers. The Financial Statement will be delivered next Thursday. MELBOURNE, This Day. A difficulty has arisen between the wool buyers and the brokers concerning the postponement of the first sale. The brokers declined payment by cash, or marked cheques, instead of ordinary cheques as at present. A conference is to be held at which it is hoped an amicable settlement will be arrived at. bbox=[700, 554, 831, 950]
subheading: WOOL BUYERS AND WOOL BROKERS. bbox=[710, 526, 821, 545]
notice-text: Manchester Rifles ... Thursday, 12. Pohangina Road Board ... Saturday, 14. S.M. Court ... Thursday, 19. Manchester Rifles ... Thursday, 26. Kiwitea Road Board ... Saturday, 21. Borough Council (spec.) ... Wednesday, 25. Manchester Rifles ... Saturday, 27. Wanganui Education Board ... Mon. 30. bbox=[283, 600, 414, 693]
divider bbox=[148, 343, 271, 347]
article-text: An advertiser, a young lady, wants board and lodging. Mrs Penberthy advertises for a servant girl in our wanted column. Additions are made to-day to Messrs Gordon & Son's Feilding stock ads. Mr J. B. Percival, having leased the Manchester Hotel billiard room, will be pleased to see old faces there. The Feilding Jockey Club's Spring Meeting programme is published to-day on the first page. Mr Franklin-Browne holds a sale on Saturday next, at 1 p.m. of bricks, furniture, harness, etc. Messrs Thompson and Thompson, of the Cash Exchange, have a replace advertisement to-day. Goods are marked very low. A new advertisement in reference to the Excelsior Baking Powder will be found on the first page. Before buying elsewhere—It will pay you to ascertain the exceedingly low prices for drapery, clothing, boots, etc., ruling at the Cash Exchange Co-Op. as these lines are just now being sold quite regardless of cost or profit. Inspection invited, without being pressed to buy.—Thompson and Thompson, Cash Exchange Co-Op Co.—Advt. bbox=[561, 1470, 692, 1793]
column-6 bbox=[700, 32, 831, 1833]
